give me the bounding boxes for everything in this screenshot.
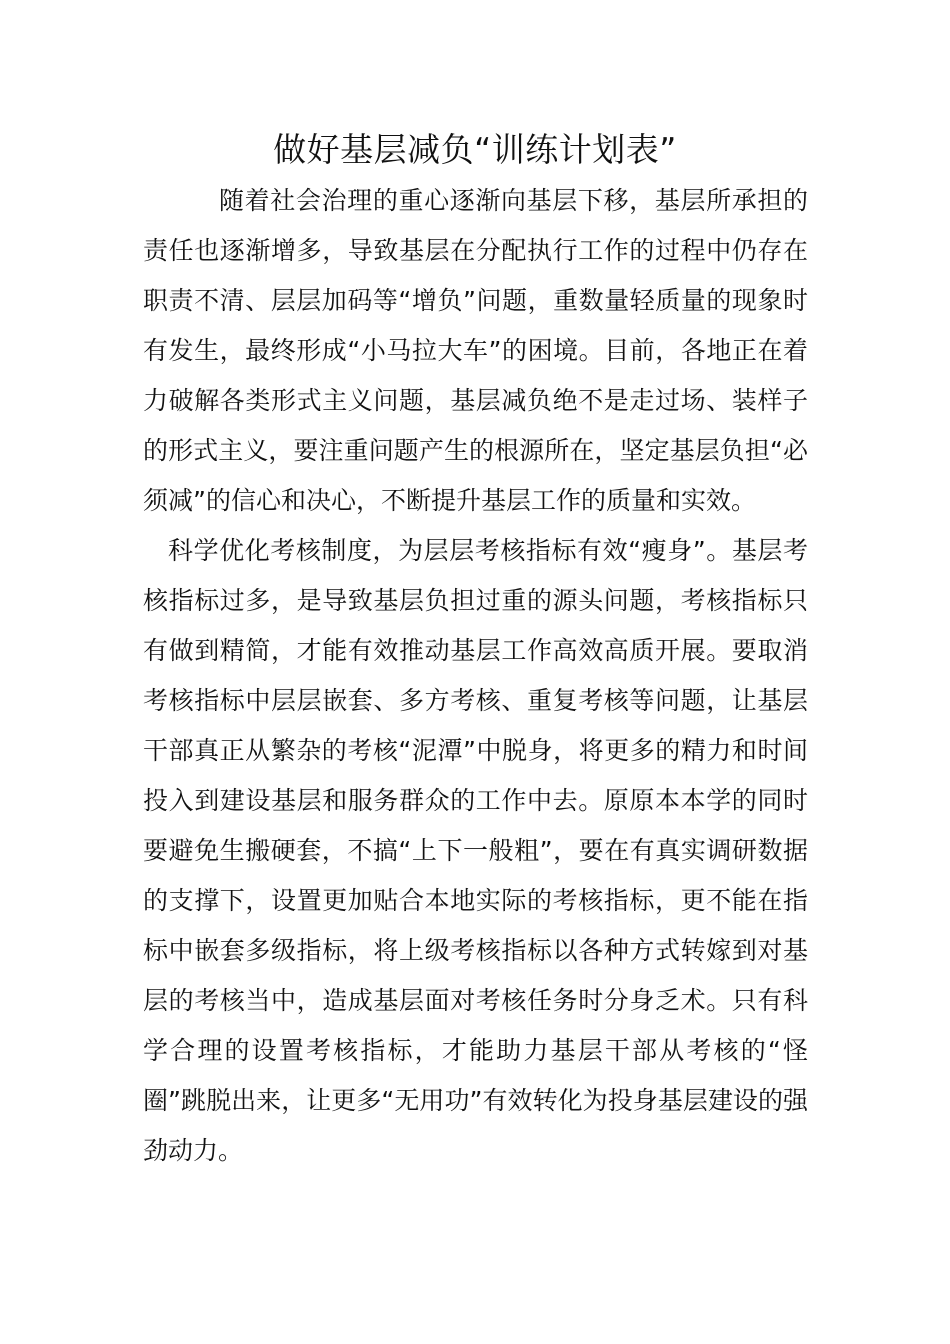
paragraph-assessment-system: 科学优化考核制度，为层层考核指标有效“瘦身”。基层考核指标过多，是导致基层负担过重的源头问题，考核指标只有做到精简，才能有效推动基层工作高效高质开展。要取消考核指标中层层嵌套、多方考核、重复考核等问题，让基层干部真正从繁杂的考核“泥潭”中脱身，将更多的精力和时间投入到建设基层和服务群众的工作中去。原原本本学的同时要避免生搬硬套，不搞“上下一般粗”，要在有真实调研数据的支撑下，设置更加贴合本地实际的考核指标，更不能在指标中嵌套多级指标，将上级考核指标以各种方式转嫁到对基层的考核当中，造成基层面对考核任务时分身乏术。只有科学合理的设置考核指标，才能助力基层干部从考核的“怪圈”跳脱出来，让更多“无用功”有效转化为投身基层建设的强劲动力。	[143, 536, 808, 1165]
paragraph-intro: 随着社会治理的重心逐渐向基层下移，基层所承担的责任也逐渐增多，导致基层在分配执行工作的过程中仍存在职责不清、层层加码等“增负”问题，重数量轻质量的现象时有发生，最终形成“小马拉大车”的困境。目前，各地正在着力破解各类形式主义问题，基层减负绝不是走过场、装样子的形式主义，要注重问题产生的根源所在，坚定基层负担“必须减”的信心和决心，不断提升基层工作的质量和实效。	[143, 186, 808, 515]
document-body	[143, 176, 808, 1176]
document-title: 做好基层减负“训练计划表”	[273, 130, 677, 169]
